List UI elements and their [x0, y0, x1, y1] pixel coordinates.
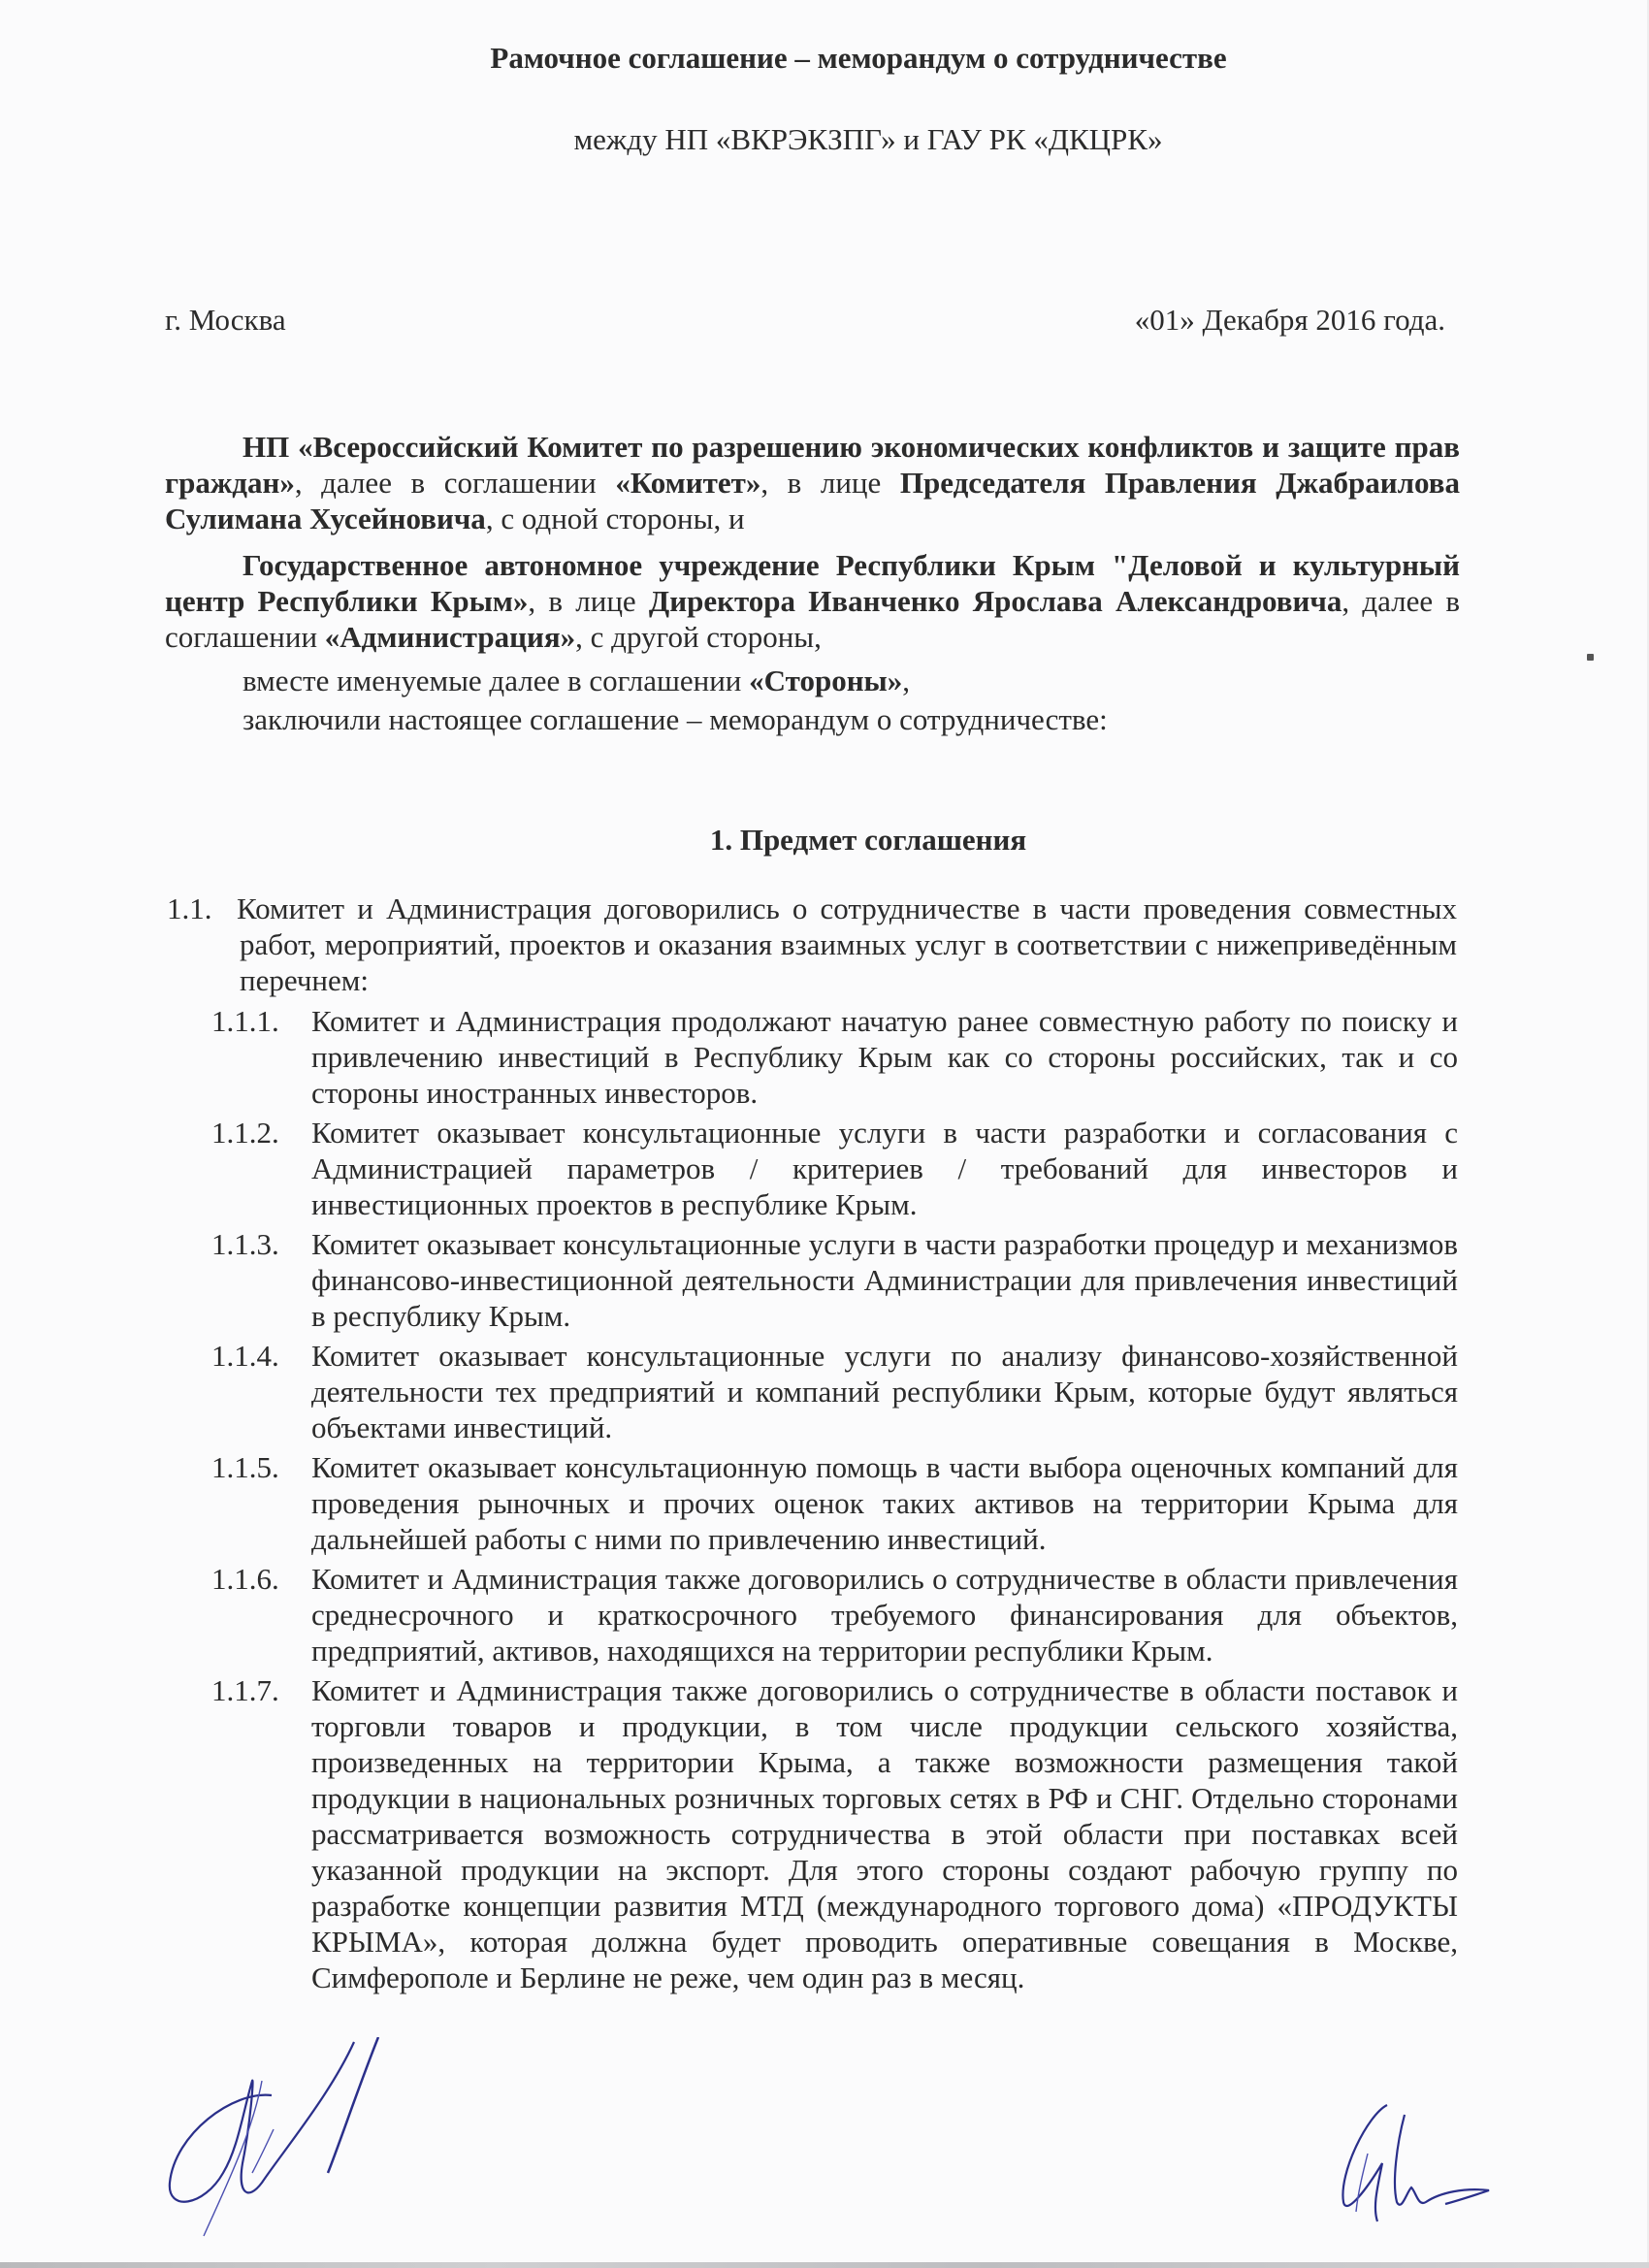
clause-1-1-7: 1.1.7. Комитет и Администрация также договорились о сотрудничестве в области поставок и торговли товаров и продукции, в том числе продукции сельского хозяйства, произведенных на территории Крыма, а также возможности размещения такой продукции в национальных розничных торговых сетях в РФ и СНГ. Отдельно сторонами рассматривается возможность сотрудничества в этой области при поставках всей указанной продукции на экспорт. Для этого стороны создают рабочую группу по разработке концепции развития МТД (международного торгового дома) «ПРОДУКТЫ КРЫМА», которая должна будет проводить оперативные совещания в Москве, Симферополе и Берлине не реже, чем один раз в месяц.	[211, 1673, 1458, 1994]
place-date-line	[165, 303, 1445, 338]
clause-1-1-3: 1.1.3. Комитет оказывает консультационные услуги в части разработки процедур и механизмов финансово-инвестиционной деятельности Администрации для привлечения инвестиций в республику Крым.	[211, 1227, 1458, 1333]
clause-1-1-4: 1.1.4. Комитет оказывает консультационные услуги по анализу финансово-хозяйственной деятельности тех предприятий и компаний республики Крым, которые будут являться объектами инвестиций.	[211, 1339, 1458, 1444]
committee-short-name: «Комитет»	[615, 466, 761, 500]
signature-administration-icon	[1329, 2095, 1504, 2231]
clause-1-1-2: 1.1.2. Комитет оказывает консультационные услуги в части разработки и согласования с Администрацией параметров / критериев / требований для инвесторов и инвестиционных проектов в республике Крым.	[211, 1116, 1458, 1221]
concluded-line: заключили настоящее соглашение – меморандум о сотрудничестве:	[242, 702, 1108, 736]
scan-edge-bottom	[0, 2262, 1649, 2268]
administration-name: Государственное автономное учреждение Республики Крым "Деловой и культурный центр Республики Крым»	[165, 548, 1460, 618]
document-subtitle: между НП «ВКРЭКЗПГ» и ГАУ РК «ДКЦРК»	[573, 122, 1163, 156]
document-title: Рамочное соглашение – меморандум о сотрудничестве	[490, 41, 1227, 75]
clause-1-1-6: 1.1.6. Комитет и Администрация также договорились о сотрудничестве в области привлечения среднесрочного и краткосрочного требуемого финансирования для объектов, предприятий, активов, находящихся на территории республики Крым.	[211, 1562, 1458, 1668]
clause-text: Комитет и Администрация договорились о сотрудничестве в части проведения совместных работ, мероприятий, проектов и оказания взаимных услуг в соответствии с нижеприведённым перечнем:	[237, 891, 1457, 997]
section-1-title: 1. Предмет соглашения	[709, 823, 1027, 857]
parties-together-line: вместе именуемые далее в соглашении «Стороны»,	[242, 664, 911, 697]
committee-name: НП «Всероссийский Комитет по разрешению экономических конфликтов и защите прав граждан»	[165, 430, 1460, 500]
clause-number: 1.1.	[167, 891, 212, 925]
place: г. Москва	[165, 303, 286, 337]
administration-representative: Директора Иванченко Ярослава Александровича	[648, 584, 1342, 618]
party-administration-paragraph: Государственное автономное учреждение Республики Крым "Деловой и культурный центр Республики Крым», в лице Директора Иванченко Ярослава Александровича, далее в соглашении «Администрация», с другой стороны,	[165, 548, 1461, 654]
clause-1-1-1: 1.1.1. Комитет и Администрация продолжают начатую ранее совместную работу по поиску и привлечению инвестиций в Республику Крым как со стороны российских, так и со стороны иностранных инвесторов.	[211, 1004, 1458, 1110]
scan-speck	[1587, 654, 1594, 661]
administration-short-name: «Администрация»	[324, 620, 576, 654]
committee-representative: Председателя Правления Джабраилова Сулимана Хусейновича	[165, 466, 1460, 535]
party-committee-paragraph: НП «Всероссийский Комитет по разрешению экономических конфликтов и защите прав граждан», далее в соглашении «Комитет», в лице Председателя Правления Джабраилова Сулимана Хусейновича, с одной стороны, и	[165, 430, 1460, 535]
clause-1-1-5: 1.1.5. Комитет оказывает консультационную помощь в части выбора оценочных компаний для проведения рыночных и прочих оценок таких активов на территории Крыма для дальнейшей работы с ними по привлечению инвестиций.	[211, 1450, 1458, 1556]
signature-committee-icon	[146, 2037, 398, 2251]
parties-short-name: «Стороны»	[749, 664, 903, 697]
date: «01» Декабря 2016 года.	[1134, 303, 1445, 337]
clause-1-1	[167, 891, 1457, 998]
